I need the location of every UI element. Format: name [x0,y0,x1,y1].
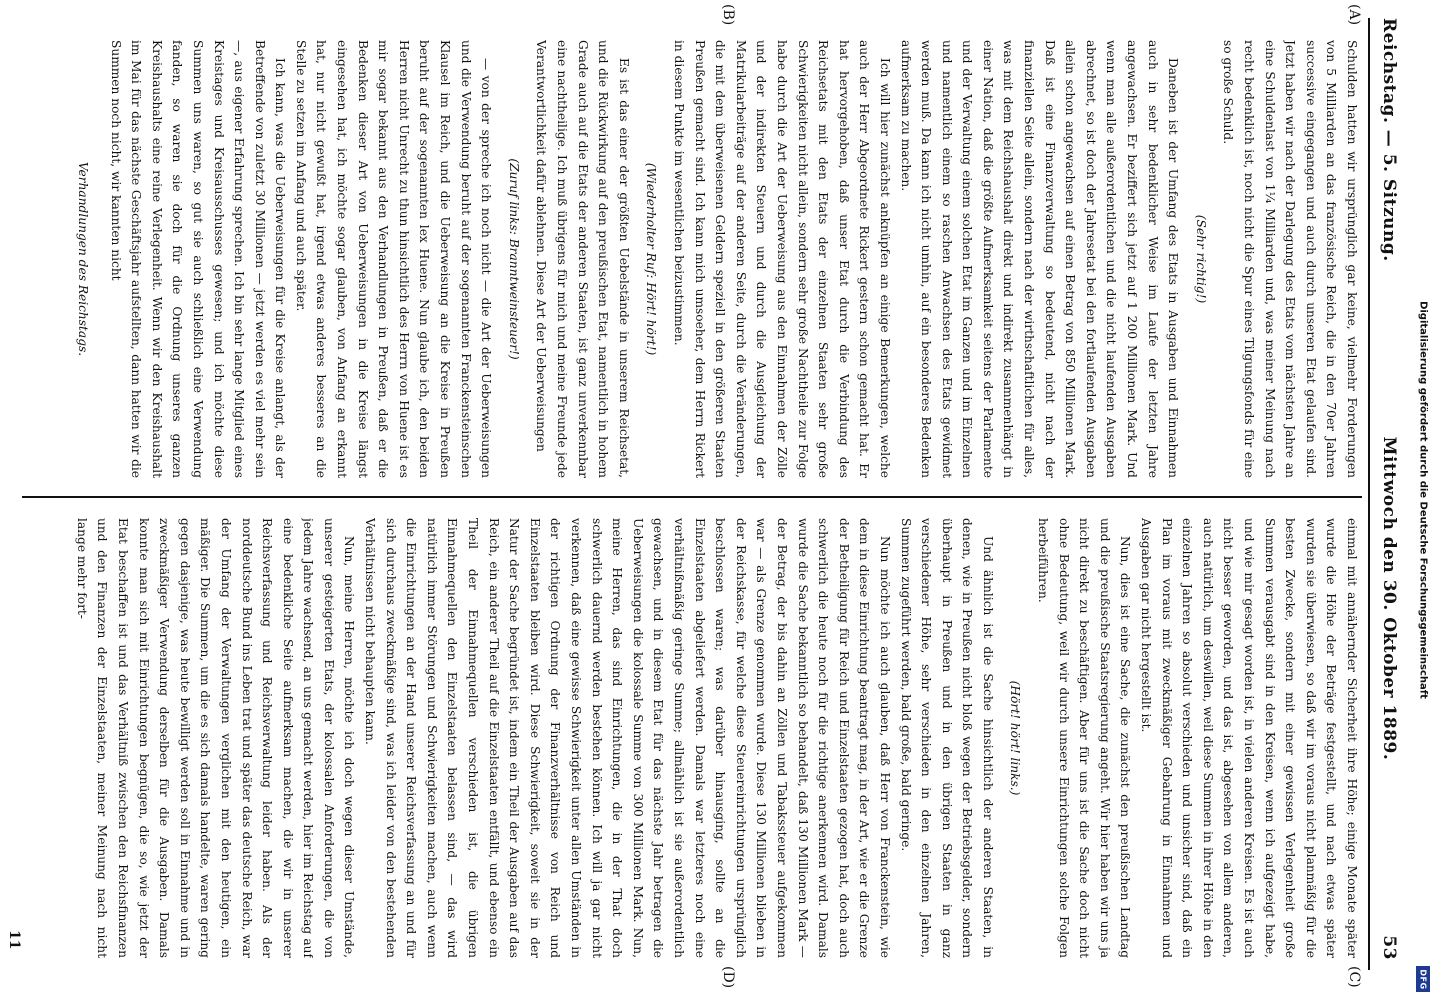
interjection: (Wiederholter Ruf: Hört! hört!) [644,162,659,356]
paragraph: Nun, meine Herren, möchte ich doch wegen dieser Umstände, unserer gesteigerten Etats, der kolossalen Anforderungen, die von jedem Jahre wachsend, an uns gemacht werden, hier im Reichstag auf eine bedenkliche Seite aufmerksam machen, die wir in unserer Reichsverfassung und Reichsverwaltung leider haben. Als der norddeutsche Bund ins Leben trat und später das deutsche Reich, war der Umfang der Verwaltungen verglichen mit den heutigen, ein mäßiger. Die Summen, um die es sich damals handelte, waren gering gegen dasjenige, was heute bewilligt werden soll in Einnahme und in zweckmäßiger Verwendung derselben für die Ausgaben. Damals konnte man sich mit Einrichtungen begnügen, die so, wie jetzt der Etat beschaffen ist und das Verhältniß zwischen den Reichsfinanzen und den Finanzen der Einzelstaaten, meiner Meinung nach nicht lange mehr fort- [74,518,357,958]
text-columns [22,0,1362,1000]
interjection: (Hört! hört! links.) [1008,680,1023,796]
page-number: 53 [1379,935,1399,960]
header-rule [1368,18,1370,970]
paragraph: Ich kann, was die Ueberweisungen für die Kreise anlangt, als der Betreffende von zuletzt 30 Millionen — jetzt werden es viel mehr sein —, aus eigener Erfahrung sprechen. Ich bin sehr lange Mitglied eines Kreistages und Kreisausschusses gewesen; und ich möchte diese Summen uns waren, so gut sie auch schließlich eine Verwendung fanden, so waren sie doch für die Ordnung unseres ganzen Kreishaushalts eine reine Verlegenheit. Wenn wir den Kreishaushalt im Mai für das nächste Geschäftsjahr aufstellten, dann hatten wir die Summen noch nicht, wir kannten nicht [108,40,288,478]
left-column [22,40,1362,478]
paragraph: Ich will hier zunächst anknüpfen an einige Bemerkungen, welche auch der Herr Abgeordnete Rickert gestern schon gemacht hat. Er hat hervorgehoben, daß unser Etat durch die Verbindung des Reichsetats mit den Etats der einzelnen Staaten sehr große Schwierigkeiten nicht allein, sondern sehr große Nachtheile zur Folge habe durch die Art der Ueberweisung aus den Einnahmen der Zölle und der indirekten Steuern und durch die Ausgleichung der Matrikularbeiträge auf der anderen Seite, durch die Veränderungen, die mit dem überweisenen Geldern speziell in den größeren Staaten Preußen gemacht sind. Ich kann mich umsoeher, dem Herrn Rickert in diesem Punkte im wesentlichen beizustimmen. [672,40,892,478]
header-left-text: Reichstag. — 5. Sitzung. [1379,18,1399,262]
bottom-note: Verhandlungen des Reichstags. [75,161,90,357]
margin-marker-d: (D) [720,966,736,989]
dfg-logo-icon [1416,966,1430,992]
interjection: (Sehr richtig!) [1193,214,1208,304]
column-divider [22,496,1362,498]
digitization-credit-strip [1414,0,1432,1000]
right-column [22,518,1362,958]
paragraph: Es ist das einer der größten Uebelstände in unserem Reichsetat, und die Rückwirkung auf den preußischen Etat, namentlich in hohem Grade auch auf die Etats der anderen Staaten, ist ganz unverkennbar eine nachtheilige. Ich muß übrigens für mich und meine Freunde jede Verantwortlichkeit dafür ablehnen. Diese Art der Ueberweisungen [534,40,631,478]
margin-marker-b: (B) [720,4,736,26]
sheet-number: 11 [6,930,22,950]
margin-marker-a: (A) [1346,4,1362,26]
paragraph: — von der spreche ich noch nicht — die Art der Ueberweisungen und die Verwendung beruht auf der sogenannten Franckensteinschen Klausel im Reich, und die Ueberweisung an die Kreise in Preußen beruht auf der sogenannten lex Huene. Nun glaube ich, den beiden Herren nicht Unrecht zu thun hinsichtlich des Herrn von Huene ist es mir sogar bekannt aus den Verhandlungen in Preußen, daß er die Bedenken dieser Art von Ueberweisungen in die Kreise längst eingesehen hat, ich möchte sogar glauben, von Anfang an erkannt hat, nur nicht gewußt hat, irgend etwas anderes besseres an die Stelle zu setzen im Anfang und auch später. [293,40,494,478]
credit-text: Digitalisierung gefördert durch die Deutsche Forschungsgemeinschaft [1417,301,1429,699]
interjection: (Zuruf links: Branntweinsteuer!) [506,158,521,360]
paragraph: einmal mit annähernder Sicherheit ihre Höhe; einige Monate später wurde die Höhe der Beträge festgestellt, und nach etwas später wurden sie überwiesen, so daß wir im voraus nicht planmäßig für die besten Zwecke, sondern mit einer gewissen Verlegenheit große Summen verausgabt sind in den Kreisen, wenn ich aufgezeigt habe, und wie mir gesagt worden ist, in vielen anderen Kreisen. Es ist auch nicht besser geworden, und das ist, abgesehen von allem anderen, auch natürlich, um deswillen, weil diese Summen in ihrer Höhe in den einzelnen Jahren so absolut verschieden und unsicher sind, daß ein Plan im voraus mit zweckmäßiger Gebahrung in Einnahmen und Ausgaben gar nicht hergestellt ist. [1139,518,1359,958]
margin-marker-c: (C) [1346,966,1362,988]
paragraph: Schulden hatten wir ursprünglich gar keine, vielmehr Forderungen von 5 Milliarden an das französische Reich, die in den 70er Jahren successive eingegangen und auch durch unseren Etat gelaufen sind. Jetzt haben wir nach der Darlegung des Etats vom nächsten Jahre an eine Schuldenlast von 1¼ Milliarden und, was meiner Meinung nach recht bedenklich ist, noch nicht die Spur eines Tilgungsfonds für eine so große Schuld. [1221,40,1359,478]
paragraph: Nun möchte ich auch glauben, daß Herr von Franckenstein, wie dem in diese Einrichtung beantragt mag, in der Art, wie er die Grenze der Betheiligung für Reich und Einzelstaaten gezogen hat, doch auch schwerlich die heute noch für die richtige anerkennen wird. Damals wurde die Sache bekanntlich so behandelt, daß 130 Millionen Mark — der Betrag, der bis dahin an Zöllen und Tabakssteuer aufgekommen war — als Grenze genommen wurde. Diese 130 Millionen blieben in der Reichskasse, für welche diese Steuereinrichtungen ursprünglich beschlossen waren; was darüber hinausging, sollte an die Einzelstaaten abgeliefert werden. Damals war letzteres noch eine verhältnißmäßig geringe Summe; allmählich ist sie außerordentlich gewachsen, und in diesem Etat für das nächste Jahr betragen die Ueberweisungen die kolossale Summe von 300 Millionen Mark. Nun, meine Herren, das sind Einrichtungen, die in der That doch schwerlich dauernd werden bestehen können. Ich will ja gar nicht verkennen, daß eine gewisse Schwierigkeit unter allen Umständen in der richtigen Ordnung der Finanzverhältnisse von Reich und Einzelstaaten bleiben wird. Diese Schwierigkeit, soweit sie in der Natur der Sache begründet ist, indem ein Theil der Ausgaben auf das Reich, ein anderer Theil auf die Einzelstaaten entfällt, und ebenso ein Theil der Einnahmequellen verschieden ist, die übrigen Einnahmequellen den Einzelstaaten belassen sind, — das wird natürlich immer Störungen und Schwierigkeiten machen, auch wenn die Einrichtungen an der Hand unserer Reichsverfassung an und für sich durchaus zweckmäßige sind, was ich leider von den bestehenden Verhältnissen nicht behaupten kann. [363,518,892,958]
paragraph: Daneben ist der Umfang des Etats in Ausgaben und Einnahmen auch in sehr bedenklicher Weise im Laufe der letzten Jahre angewachsen. Er beziffert sich jetzt auf 1 200 Millionen Mark. Und wenn man alle außerordentlichen und die nicht laufenden Ausgaben abrechnet, so ist doch der Jahresetat bei den fortlaufenden Ausgaben allein schon angewachsen auf einen Betrag von 850 Millionen Mark. Daß ist eine Finanzverwaltung so bedeutend, nicht nach der finanziellen Seite allein, sondern nach der wirthschaftlichen für alles, was mit dem Reichshaushalt direkt und indirekt zusammenhängt in einer Nation, daß die größte Aufmerksamkeit seitens der Parlamente und der Verwaltung einem solchen Etat im Ganzen und im Einzelnen und namentlich einem so raschen Anwachsen des Etats gewidmet werden muß. Da kann ich nicht umhin, auf ein besonderes Bedenken aufmerksam zu machen. [898,40,1181,478]
page-header [1376,18,1402,960]
paragraph: Nun, dies ist eine Sache, die zunächst den preußischen Landtag und die preußische Staatsregierung angeht. Wir hier haben wir uns ja nicht direkt zu beschäftigen. Aber für uns ist die Sache doch nicht ohne Bedeutung, weil wir durch unsere Einrichtungen solche Folgen herbeiführen. [1036,518,1133,958]
logo-text: DFG [1418,968,1428,990]
paragraph: Und ähnlich ist die Sache hinsichtlich der anderen Staaten, in denen, wie in Preußen nicht bloß wegen der Betriebsgelder, sondern überhaupt in Preußen und in den übrigen Staaten in ganz verschiedener Höhe, sehr verschieden in den einzelnen Jahren, Summen zugeführt werden, bald große, bald geringe. [898,518,995,958]
header-date: Mittwoch den 30. Oktober 1889. [1379,436,1399,761]
